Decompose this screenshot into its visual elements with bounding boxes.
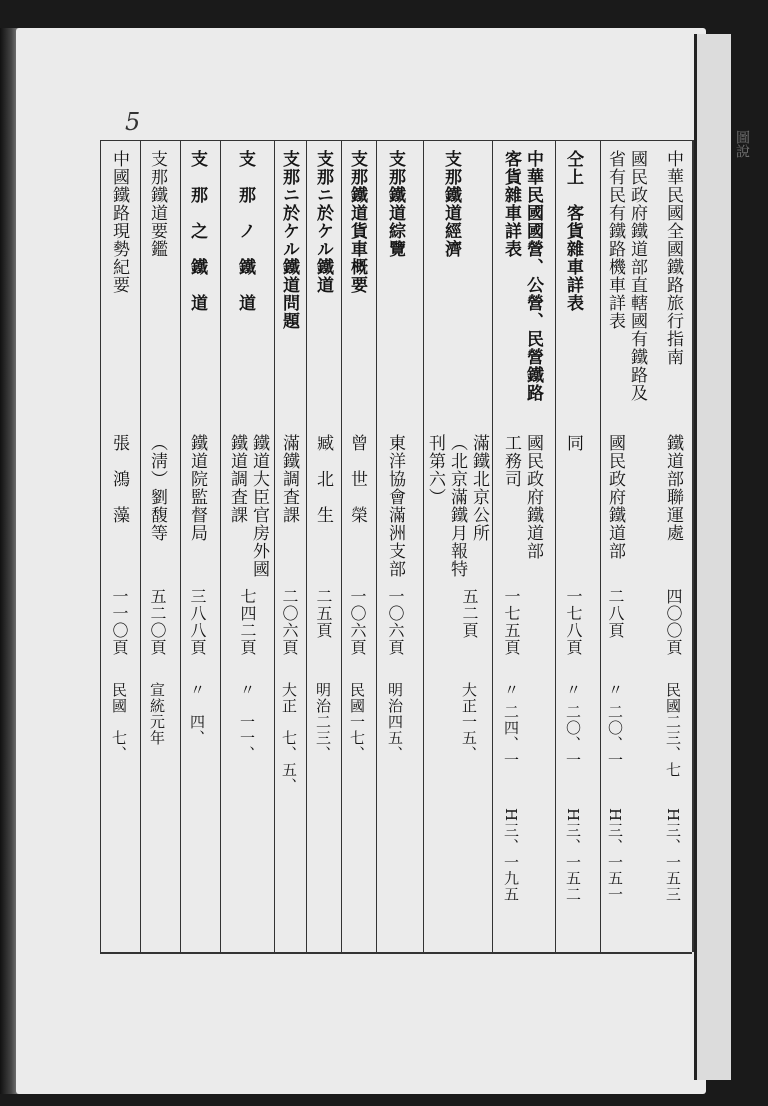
entry-column bbox=[562, 142, 596, 950]
entry-call-number: H三、一五三 bbox=[664, 808, 682, 903]
entry-call-number: H三、一五二 bbox=[564, 808, 582, 903]
entry-call-number: H三、一五一 bbox=[606, 808, 624, 903]
entry-column bbox=[500, 142, 554, 950]
entry-column bbox=[146, 142, 178, 950]
entry-author: 曾 世 榮 bbox=[347, 434, 367, 524]
entry-title: 中華民國全國鐵路旅行指南 bbox=[663, 150, 683, 366]
entry-author: 張 鴻 藻 bbox=[109, 434, 129, 524]
entry-date: 〃 二四、一 bbox=[502, 682, 520, 768]
column-rule bbox=[341, 140, 342, 952]
table-bottom-rule bbox=[100, 952, 692, 954]
entry-title: 支那ニ於ケル鐵道 bbox=[313, 150, 333, 294]
entry-author: 同 bbox=[563, 434, 583, 452]
entry-pages: 七四二頁 bbox=[238, 588, 257, 656]
entry-date: 〃 四、 bbox=[188, 682, 206, 746]
entry-date: 民國一七、 bbox=[348, 682, 366, 762]
edge-text: 圖說 bbox=[734, 130, 750, 158]
entry-date: 〃 二〇、一 bbox=[606, 682, 624, 768]
entry-author: 國民政府鐵道部 bbox=[605, 434, 625, 560]
entry-pages: 三八八頁 bbox=[188, 588, 207, 656]
entry-column bbox=[108, 142, 138, 950]
entry-title: 支 那 ノ 鐵 道 bbox=[235, 150, 255, 312]
column-rule bbox=[220, 140, 221, 952]
entry-column bbox=[604, 142, 660, 950]
entry-pages: 一七五頁 bbox=[502, 588, 521, 656]
entry-pages: 一一〇頁 bbox=[110, 588, 129, 656]
entry-title: 支那ニ於ケル鐵道問題 bbox=[279, 150, 299, 330]
entry-pages: 一七八頁 bbox=[564, 588, 583, 656]
column-rule bbox=[600, 140, 601, 952]
entry-author: 臧 北 生 bbox=[313, 434, 333, 524]
entry-pages: 一〇六頁 bbox=[386, 588, 405, 656]
column-rule bbox=[306, 140, 307, 952]
entry-column bbox=[312, 142, 340, 950]
entry-author: 鐵道大臣官房外國 鐵道調査課 bbox=[227, 434, 269, 578]
entry-column bbox=[424, 142, 490, 950]
entry-column bbox=[662, 142, 692, 950]
entry-author: 鐵道院監督局 bbox=[187, 434, 207, 542]
entry-author: 滿鐵北京公所 （北京滿鐵月報特 刊第六） bbox=[425, 434, 489, 578]
entry-author: 鐵道部聯運處 bbox=[663, 434, 683, 542]
entry-pages: 二〇六頁 bbox=[280, 588, 299, 656]
column-rule bbox=[555, 140, 556, 952]
column-rule bbox=[100, 140, 101, 952]
entry-title: 仝上 客貨雜車詳表 bbox=[563, 150, 583, 312]
entry-pages: 五二頁 bbox=[460, 588, 479, 639]
entry-title: 國民政府鐵道部直轄國有鐵路及 省有民有鐵路機車詳表 bbox=[605, 150, 647, 402]
entry-column bbox=[278, 142, 306, 950]
page-number: 5 bbox=[125, 108, 141, 136]
entry-author: 滿鐵調査課 bbox=[279, 434, 299, 524]
column-rule bbox=[492, 140, 493, 952]
entry-pages: 二五頁 bbox=[314, 588, 333, 639]
entry-title: 中國鐵路現勢紀要 bbox=[109, 150, 129, 294]
entry-date: 〃 一一、 bbox=[238, 682, 256, 762]
column-rule bbox=[180, 140, 181, 952]
entry-date: 民國 七、 bbox=[110, 682, 128, 762]
entry-author: 東洋協會滿洲支部 bbox=[385, 434, 405, 578]
entry-title: 支那鐵道貨車概要 bbox=[347, 150, 367, 294]
column-rule bbox=[376, 140, 377, 952]
entry-date: 大正一五、 bbox=[460, 682, 478, 762]
next-page-edge bbox=[694, 34, 731, 1080]
column-rule bbox=[692, 140, 694, 952]
entry-title: 支那鐵道經濟 bbox=[441, 150, 461, 258]
entry-column bbox=[346, 142, 376, 950]
table-top-rule bbox=[100, 140, 692, 141]
entry-pages: 一〇六頁 bbox=[348, 588, 367, 656]
entry-column bbox=[186, 142, 218, 950]
entry-pages: 二八頁 bbox=[606, 588, 625, 639]
entry-title: 支那鐵道綜覽 bbox=[385, 150, 405, 258]
entry-title: 中華民國國營、公營、民營鐵路 客貨雜車詳表 bbox=[501, 150, 543, 402]
entry-date: 明治四五、 bbox=[386, 682, 404, 762]
entry-author: （淸）劉馥等 bbox=[147, 434, 167, 542]
entry-date: 民國二三、七 bbox=[664, 682, 682, 778]
entry-column bbox=[226, 142, 272, 950]
entry-date: 宣統元年 bbox=[148, 682, 166, 746]
entry-pages: 四〇〇頁 bbox=[664, 588, 683, 656]
column-rule bbox=[274, 140, 275, 952]
entry-date: 〃 二〇、一 bbox=[564, 682, 582, 768]
entry-title: 支那鐵道要鑑 bbox=[147, 150, 167, 258]
entry-author: 國民政府鐵道部 工務司 bbox=[501, 434, 543, 560]
entry-pages: 五二〇頁 bbox=[148, 588, 167, 656]
column-rule bbox=[140, 140, 141, 952]
entry-column bbox=[384, 142, 418, 950]
entry-date: 大正 七、五、 bbox=[280, 682, 298, 794]
entry-title: 支 那 之 鐵 道 bbox=[187, 150, 207, 312]
entry-call-number: H三、一九五 bbox=[502, 808, 520, 903]
entry-date: 明治二三、 bbox=[314, 682, 332, 762]
